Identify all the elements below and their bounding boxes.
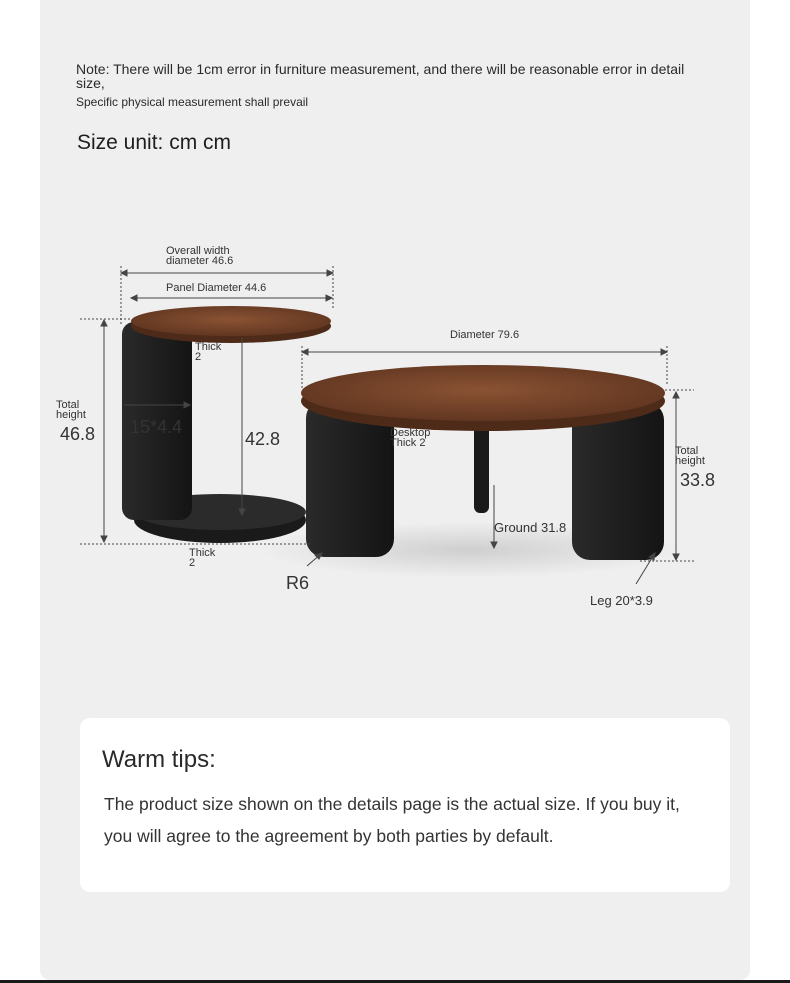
warm-tips-body: The product size shown on the details page is the actual size. If you buy it, you will agree to the agreement by both parties by default. <box>104 794 680 846</box>
desktop-thick-label-1: Desktop <box>390 427 431 439</box>
size-unit-label: Size unit: cm cm <box>77 131 232 154</box>
desktop-thick-label-2: Thick 2 <box>390 437 426 449</box>
overall-width-label-1: Overall width <box>166 245 230 257</box>
warm-tips-title: Warm tips: <box>102 746 216 773</box>
warm-tips-card <box>80 718 730 892</box>
measurement-note: Note: There will be 1cm error in furniture measurement, and there will be reasonable error in detail size, <box>76 61 685 91</box>
large-table-back-leg <box>474 425 489 513</box>
radius-value: R6 <box>286 573 310 593</box>
measurement-note-secondary: Specific physical measurement shall prevail <box>76 95 309 109</box>
large-table-top <box>301 365 665 421</box>
small-top-thick-value: 2 <box>195 351 202 363</box>
total-height-large-label-2: height <box>675 455 705 467</box>
small-table-top <box>131 306 331 336</box>
leg-size-label: Leg 20*3.9 <box>590 593 653 608</box>
base-thick-value: 2 <box>189 557 196 569</box>
base-thick-label: Thick <box>189 547 216 559</box>
ground-clearance-label: Ground 31.8 <box>494 520 567 535</box>
inner-height-value: 42.8 <box>245 429 281 449</box>
total-height-large-label-1: Total <box>675 445 699 457</box>
total-height-small-value: 46.8 <box>60 424 96 444</box>
total-height-small-label-2: height <box>56 409 86 421</box>
leg-section-value: 15*4.4 <box>130 417 183 437</box>
panel-diameter-label: Panel Diameter 44.6 <box>166 282 267 294</box>
small-top-thick-label: Thick <box>195 341 222 353</box>
total-height-large-value: 33.8 <box>680 470 716 490</box>
total-height-small-label-1: Total <box>56 399 80 411</box>
overall-width-label-2: diameter 46.6 <box>166 255 234 267</box>
diameter-large-label: Diameter 79.6 <box>450 329 520 341</box>
